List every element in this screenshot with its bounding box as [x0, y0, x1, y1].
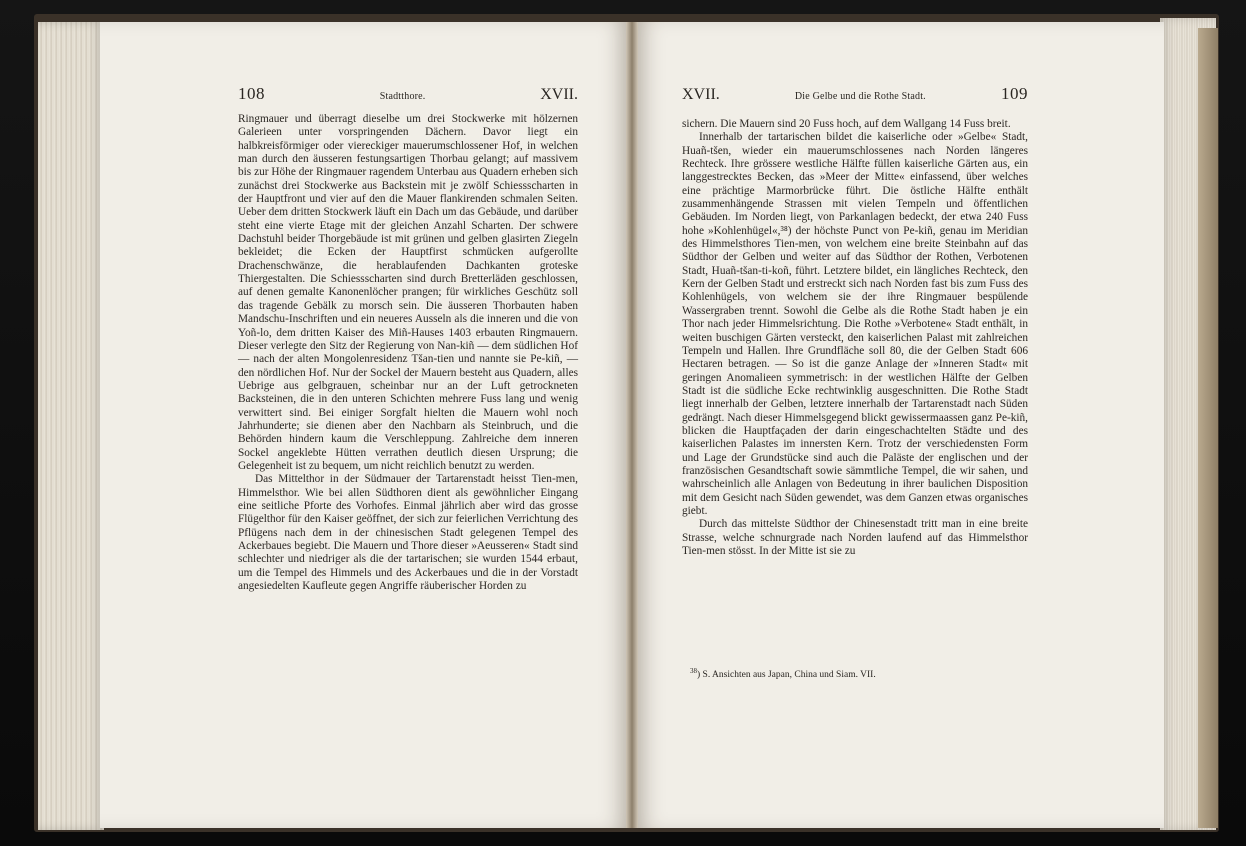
left-page-text: [238, 113, 578, 593]
paragraph: Innerhalb der tartarischen bildet die kaiserliche oder »Gelbe« Stadt, Huañ-tšen, wieder ein mauerumschlossenes nach Norden längeres Rechteck. Ihre grössere westliche Hälfte füllen kaiserliche Gärten aus, ein langgestrecktes Becken, das »Meer der Mitte« einfassend, über welches eine prächtige Marmorbrücke führt. Die östliche Hälfte enthält zusammenhängende Strassen mit vielen Tempeln und öffentlichen Gebäuden. Im Norden liegt, von Parkanlagen bedeckt, der etwa 240 Fuss hohe »Kohlenhügel«,³⁸) der höchste Punct von Pe-kiñ, genau im Meridian des Himmelsthores Tien-men, von welchem eine breite Steinbahn auf das Südthor der Gelben und weiter auf das Südthor der Rothen, Verbotenen Stadt, Huañ-tšan-ti-koñ, führt. Letztere bildet, ein längliches Rechteck, den Kern der Gelben Stadt und erstreckt sich nach Norden fast bis zum Fuss des Kohlenhügels, von welchem sie der ihre Ringmauer bespülende Wassergraben trennt. Sowohl die Gelbe als die Rothe Stadt haben je ein Thor nach jeder Himmelsrichtung. Die Rothe »Verbotene« Stadt enthält, in weiten buschigen Gärten versteckt, den kaiserlichen Palast mit zahlreichen Tempeln und Hallen. Ihre Grundfläche soll 80, die der Gelben Stadt 606 Hectaren betragen. — So ist die ganze Anlage der »Inneren Stadt« mit geringen Anomalieen symmetrisch: in der westlichen Hälfte der Gelben Stadt ist die südliche Ecke rechtwinklig ausgeschnitten. Die Rothe Stadt liegt innerhalb der Gelben, letztere innerhalb der Tartarenstadt nach Süden gedrängt. Nach dieser Himmelsgegend blickt gewissermaassen ganz Pe-kiñ, blicken die Hauptfaçaden der darin eingeschachtelten Städte und des kaiserlichen Palastes im innersten Kern. Trotz der verschiedensten Form und Lage der Grundstücke sind auch die Paläste der englischen und der französischen Gesandtschaft sowie sämmtliche Tempel, die wir sahen, und wahrscheinlich alle Anlagen von Bedeutung in ihrer baulichen Disposition mit dem Gesicht nach Süden gewendet, was dem Ganzen etwas organisches giebt.: [682, 131, 1028, 517]
left-running-head: [238, 84, 578, 106]
right-page-number: 109: [1001, 84, 1028, 103]
paragraph: sichern. Die Mauern sind 20 Fuss hoch, auf dem Wallgang 14 Fuss breit.: [682, 118, 1011, 130]
left-chapter-number: XVII.: [540, 86, 578, 103]
left-page-edges: [38, 22, 104, 830]
left-running-title: Stadtthore.: [379, 91, 426, 102]
footnote: [690, 665, 1028, 681]
footnote-marker: 38: [690, 667, 697, 675]
paragraph: Das Mittelthor in der Südmauer der Tartarenstadt heisst Tien-men, Himmelsthor. Wie bei allen Südthoren dient als gewöhnlicher Eingang eine seitliche Pforte des Vorhofes. Einmal jährlich aber wird das grosse Flügelthor für den Kaiser geöffnet, der sich zur feierlichen Verrichtung des Pflügens nach dem in der chinesischen Stadt gelegenen Tempel des Ackerbaues begiebt. Die Mauern und Thore dieser »Aeusseren« Stadt sind schlechter und niedriger als die der tartarischen; sie wurden 1544 erbaut, um die Tempel des Himmels und des Ackerbaues und die in der Vorstadt angesiedelten Kaufleute gegen Angriffe räuberischer Horden zu: [238, 473, 578, 593]
right-chapter-number: XVII.: [682, 86, 720, 103]
right-running-head: [682, 84, 1028, 106]
book-gutter: [626, 22, 638, 828]
right-page-text: [682, 118, 1028, 558]
left-page-number: 108: [238, 84, 265, 103]
paragraph: Ringmauer und überragt dieselbe um drei Stockwerke mit hölzernen Galerieen unter vorspringenden Dächern. Davor liegt ein halbkreisförmiger oder viereckiger mauerumschlossener Hof, in welchen man durch den äusseren festungsartigen Thorbau gelangt; auf massivem bis zur Höhe der Ringmauer ragendem Unterbau aus Quadern erheben sich zunächst drei Stockwerke aus Backstein mit je zwölf Schiessscharten in der Hauptfront und vier auf den die Mauer flankirenden schmalen Seiten. Ueber dem dritten Stockwerk läuft ein Dach um das Gebäude, und darüber steht eine vierte Etage mit der gleichen Anzahl Scharten. Der schwere Dachstuhl beider Thorgebäude ist mit grünen und gelben glasirten Ziegeln bekleidet; die Ecken der Hauptfirst schmücken aufgerollte Drachenschwänze, die herablaufenden Dachkanten groteske Thiergestalten. Die Schiessscharten sind durch Bretterläden geschlossen, auf denen gemalte Kanonenlöcher prangen; für wirkliches Geschütz soll das tragende Gebälk zu morsch sein. Die äusseren Thorbauten haben Mandschu-Inschriften und ein neueres Ausseln als die inneren und die von Yoñ-lo, dem dritten Kaiser des Miñ-Hauses 1403 erbauten Ringmauern. Dieser verlegte den Sitz der Regierung von Nan-kiñ — dem südlichen Hof — nach der alten Mongolenresidenz Tšan-tien und nannte sie Pe-kiñ, — den nördlichen Hof. Nur der Sockel der Mauern besteht aus Quadern, alles Uebrige aus gelbgrauen, scheinbar nur an der Luft getrockneten Backsteinen, die in den unteren Schichten mehrere Fuss lang und wenig verwittert sind. Bei einiger Sorgfalt hielten die Mauern wohl noch Jahrhunderte; sie dienen aber den Nachbarn als Steinbruch, und die Behörden hindern kaum die Verschleppung. Zahlreiche dem inneren Sockel angeklebte Hütten verrathen deutlich diesen Ursprung; die Gelegenheit ist zu bequem, um nicht reichlich benutzt zu werden.: [238, 113, 578, 472]
paragraph: Durch das mittelste Südthor der Chinesenstadt tritt man in eine breite Strasse, welche schnurgrade nach Norden laufend auf das Himmelsthor Tien-men stösst. In der Mitte ist sie zu: [682, 518, 1028, 557]
book-cover-edge: [1198, 28, 1218, 828]
footnote-text: ) S. Ansichten aus Japan, China und Siam. VII.: [697, 670, 876, 681]
right-running-title: Die Gelbe und die Rothe Stadt.: [794, 91, 926, 102]
